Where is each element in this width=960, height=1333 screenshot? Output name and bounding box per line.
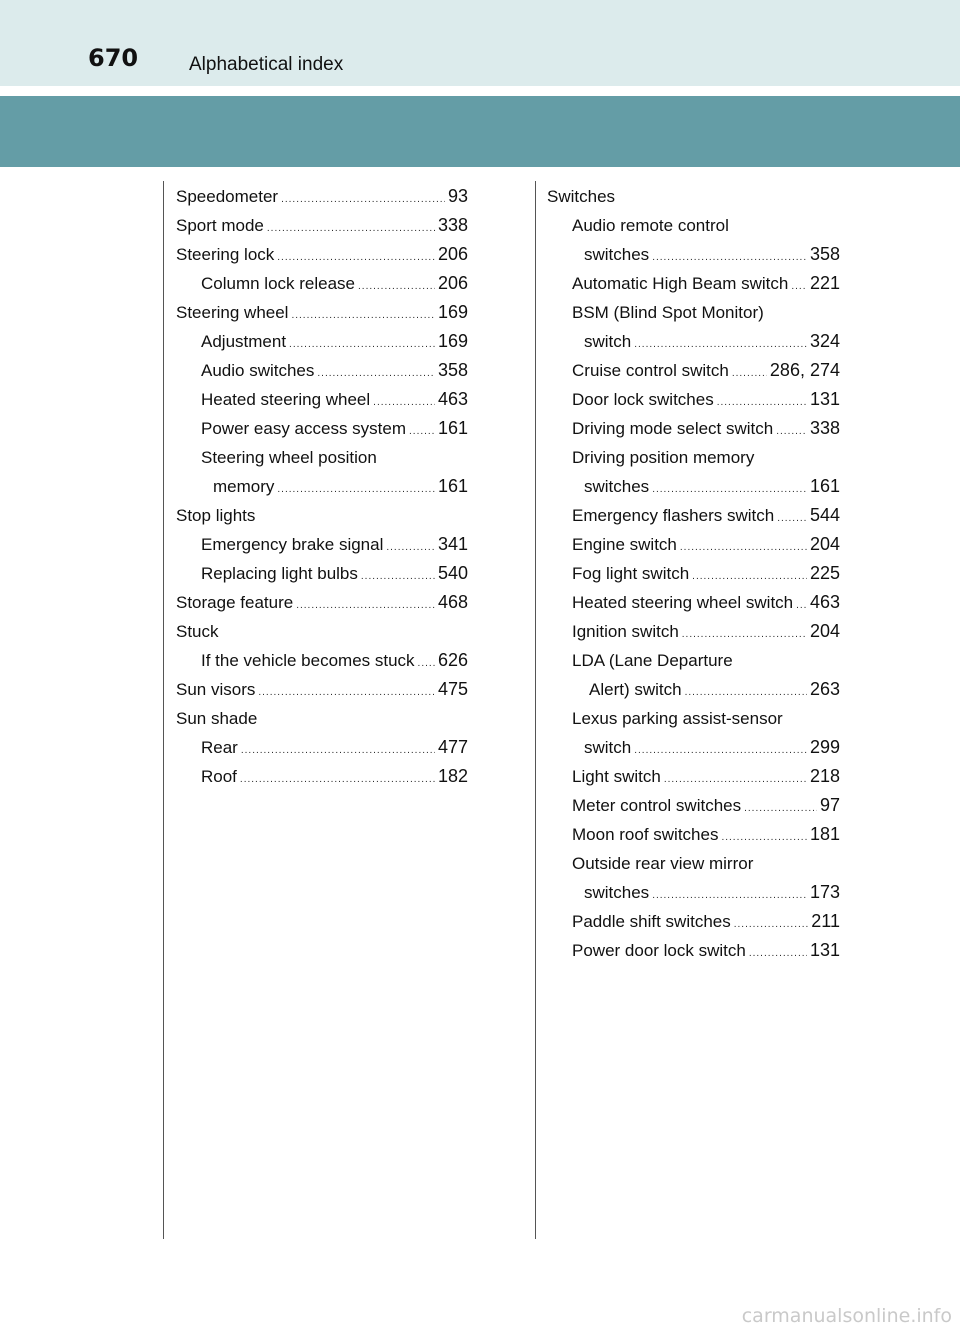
dot-leader [258,678,435,707]
entry-label: Alert) switch [589,680,682,699]
index-entry [547,211,840,240]
index-entry [547,530,840,559]
entry-label: Power door lock switch [572,941,746,960]
entry-page-number: 338 [809,418,840,438]
entry-page-number: 181 [809,824,840,844]
index-entry [547,820,840,849]
dot-leader [692,562,807,591]
entry-page-number: 358 [809,244,840,264]
entry-label: Heated steering wheel switch [572,593,794,612]
index-entry [176,675,468,704]
entry-page-number: 341 [437,534,468,554]
dot-leader [634,736,807,765]
entry-page-number: 169 [437,302,468,322]
index-entry [547,501,840,530]
entry-page-number: 324 [809,331,840,351]
entry-label: Sun shade [176,709,258,728]
dot-leader [289,330,435,359]
index-entry [176,414,468,443]
entry-page-number: 161 [809,476,840,496]
entry-label: Fog light switch [572,564,690,583]
index-entry [176,240,468,269]
dot-leader [277,475,435,504]
index-entry [547,182,840,211]
entry-label: Driving mode select switch [572,419,774,438]
page-number: 670 [88,44,139,72]
entry-label: Emergency brake signal [201,535,384,554]
index-entry [176,646,468,675]
dot-leader [777,504,807,533]
index-entry [547,733,840,762]
index-entry [547,646,840,675]
entry-label: Automatic High Beam switch [572,274,789,293]
entry-page-number: 286, 274 [769,360,840,380]
dot-leader [717,388,807,417]
entry-label: switches [584,245,650,264]
index-entry [176,617,468,646]
entry-page-number: 626 [437,650,468,670]
dot-leader [734,910,809,939]
dot-leader [373,388,435,417]
index-entry [176,588,468,617]
entry-page-number: 131 [809,389,840,409]
entry-page-number: 161 [437,418,468,438]
entry-label: Steering wheel [176,303,289,322]
entry-label: Heated steering wheel [201,390,371,409]
dot-leader [796,591,807,620]
entry-label: Door lock switches [572,390,714,409]
entry-page-number: 204 [809,621,840,641]
entry-label: LDA (Lane Departure [572,651,733,670]
index-column-right [547,182,840,965]
entry-label: If the vehicle becomes stuck [201,651,415,670]
entry-page-number: 211 [811,911,840,931]
entry-label: Rear [201,738,238,757]
index-entry [547,588,840,617]
left-column-rule [163,181,164,1239]
index-entry [547,472,840,501]
dot-leader [682,620,807,649]
index-entry [176,704,468,733]
dot-leader [664,765,807,794]
entry-label: Column lock release [201,274,356,293]
entry-page-number: 263 [809,679,840,699]
watermark: carmanualsonline.info [741,1305,952,1327]
entry-label: Outside rear view mirror [572,854,754,873]
entry-label: memory [213,477,275,496]
dot-leader [652,475,807,504]
index-entry [547,791,840,820]
entry-page-number: 225 [809,563,840,583]
dot-leader [241,736,435,765]
entry-page-number: 477 [437,737,468,757]
dot-leader [721,823,807,852]
index-entry [176,501,468,530]
entry-page-number: 161 [437,476,468,496]
dot-leader [281,185,445,214]
entry-page-number: 206 [437,244,468,264]
index-entry [176,182,468,211]
entry-label: Light switch [572,767,661,786]
dot-leader [776,417,807,446]
entry-page-number: 544 [809,505,840,525]
entry-page-number: 358 [437,360,468,380]
index-entry [547,878,840,907]
entry-page-number: 540 [437,563,468,583]
index-entry [547,675,840,704]
entry-page-number: 204 [809,534,840,554]
entry-label: Replacing light bulbs [201,564,358,583]
dot-leader [685,678,807,707]
entry-label: Cruise control switch [572,361,729,380]
dot-leader [291,301,434,330]
dot-leader [652,881,807,910]
index-entry [176,472,468,501]
entry-label: Paddle shift switches [572,912,731,931]
index-entry [547,443,840,472]
dot-leader [791,272,807,301]
index-entry [547,385,840,414]
entry-label: Engine switch [572,535,677,554]
index-entry [547,414,840,443]
entry-label: Lexus parking assist-sensor [572,709,783,728]
dot-leader [680,533,807,562]
entry-page-number: 206 [437,273,468,293]
section-band [0,96,960,167]
dot-leader [296,591,435,620]
index-entry [176,211,468,240]
entry-page-number: 218 [809,766,840,786]
entry-label: Stop lights [176,506,256,525]
index-entry [176,733,468,762]
entry-page-number: 221 [809,273,840,293]
entry-page-number: 131 [809,940,840,960]
entry-page-number: 475 [437,679,468,699]
entry-label: Audio remote control [572,216,729,235]
entry-page-number: 468 [437,592,468,612]
entry-label: Moon roof switches [572,825,719,844]
dot-leader [744,794,817,823]
entry-label: Speedometer [176,187,279,206]
index-entry [176,530,468,559]
entry-label: Switches [547,187,616,206]
entry-label: switch [584,738,632,757]
entry-page-number: 182 [437,766,468,786]
entry-label: Adjustment [201,332,287,351]
index-entry [547,617,840,646]
index-entry [176,298,468,327]
entry-page-number: 463 [809,592,840,612]
index-entry [176,762,468,791]
index-entry [547,704,840,733]
index-entry [176,443,468,472]
index-entry [547,298,840,327]
header-band [0,0,960,86]
entry-label: Power easy access system [201,419,407,438]
index-entry [547,849,840,878]
entry-page-number: 169 [437,331,468,351]
dot-leader [652,243,807,272]
dot-leader [361,562,435,591]
entry-label: Steering lock [176,245,275,264]
index-entry [547,240,840,269]
entry-label: Roof [201,767,237,786]
entry-label: switches [584,477,650,496]
dot-leader [267,214,435,243]
entry-label: Ignition switch [572,622,679,641]
entry-label: Emergency flashers switch [572,506,775,525]
dot-leader [732,359,767,388]
dot-leader [358,272,435,301]
index-entry [547,762,840,791]
entry-label: Sun visors [176,680,256,699]
entry-label: Sport mode [176,216,264,235]
dot-leader [386,533,435,562]
index-entry [547,907,840,936]
index-entry [547,269,840,298]
dot-leader [317,359,435,388]
index-entry [547,356,840,385]
index-entry [176,356,468,385]
dot-leader [634,330,807,359]
middle-column-rule [535,181,536,1239]
dot-leader [277,243,435,272]
dot-leader [409,417,435,446]
index-entry [176,385,468,414]
dot-leader [418,649,435,678]
entry-page-number: 299 [809,737,840,757]
dot-leader [240,765,435,794]
entry-label: switch [584,332,632,351]
entry-label: Audio switches [201,361,315,380]
entry-page-number: 97 [819,795,840,815]
index-entry [176,327,468,356]
index-entry [547,327,840,356]
entry-label: Driving position memory [572,448,755,467]
entry-label: Storage feature [176,593,294,612]
index-entry [547,559,840,588]
entry-page-number: 338 [437,215,468,235]
index-column-left [176,182,468,791]
index-entry [176,559,468,588]
page-title: Alphabetical index [189,54,344,75]
entry-label: BSM (Blind Spot Monitor) [572,303,764,322]
entry-page-number: 463 [437,389,468,409]
entry-label: switches [584,883,650,902]
index-entry [547,936,840,965]
entry-page-number: 173 [809,882,840,902]
entry-page-number: 93 [447,186,468,206]
index-entry [176,269,468,298]
entry-label: Steering wheel position [201,448,377,467]
dot-leader [749,939,807,968]
entry-label: Stuck [176,622,219,641]
entry-label: Meter control switches [572,796,742,815]
